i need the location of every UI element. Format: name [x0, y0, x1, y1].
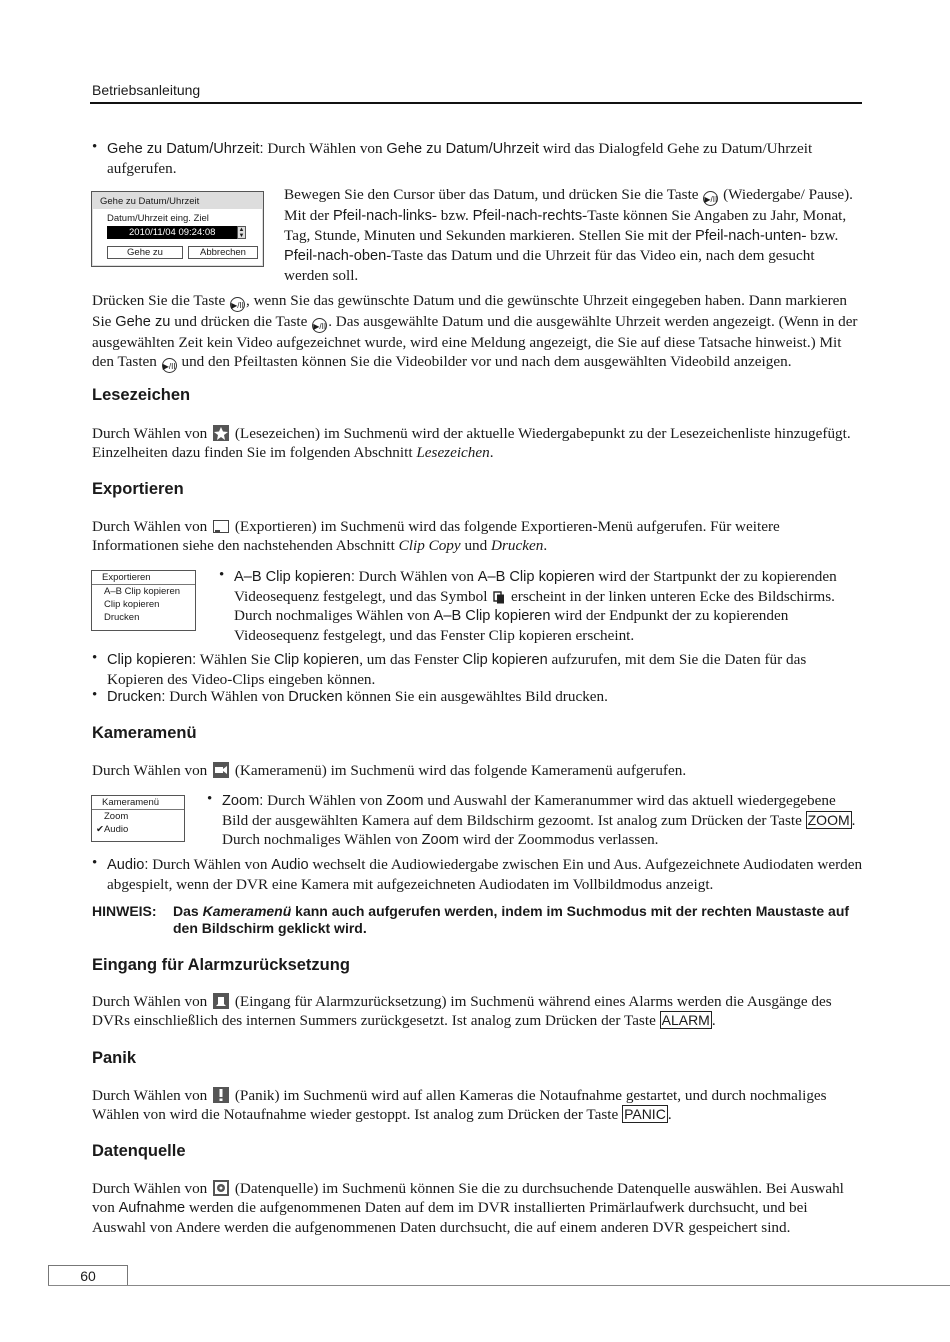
running-header: Betriebsanleitung: [92, 82, 201, 98]
panik-para: [92, 1086, 862, 1124]
gehe-label-2: Gehe zu Datum/Uhrzeit: [386, 141, 539, 157]
ex-c: .: [543, 537, 548, 554]
zoom-kw2: Zoom: [421, 832, 459, 848]
menu-item-audio[interactable]: ✔Audio: [96, 824, 129, 835]
heading-lesezeichen: Lesezeichen: [92, 386, 191, 404]
clip-copy-icon: [493, 591, 505, 604]
gehe-intro: [107, 139, 863, 178]
drucken-para: [107, 687, 863, 707]
pa-c: .: [667, 1106, 672, 1123]
camera-menu-title: Kameramenü: [92, 796, 184, 810]
ab-a: Durch Wählen von: [358, 568, 474, 585]
menu-item-drucken[interactable]: Drucken: [104, 612, 140, 623]
alarm-para: [92, 992, 862, 1030]
cc-kw: Clip kopieren: [274, 652, 360, 668]
kw-up-arrow: Pfeil-nach-oben: [284, 248, 387, 264]
note-b: kann auch aufgerufen werden, indem im Suchmodus mit der rechten Maustaste auf den Bildschirm geklickt wird.: [173, 903, 850, 936]
spinner-icon[interactable]: ▲ ▼: [238, 227, 245, 239]
export-menu-title: Exportieren: [92, 571, 195, 585]
km-a: Durch Wählen von: [92, 762, 208, 779]
p2-e: und den Pfeiltasten können Sie die Videobilder vor und nach dem ausgewählten Videobild anzeigen.: [181, 353, 792, 370]
dialog-body: [93, 209, 262, 265]
dr-label: Drucken:: [107, 689, 166, 705]
play-pause-key-icon: ▶/II: [162, 358, 177, 373]
gehe-label: Gehe zu Datum/Uhrzeit:: [107, 141, 264, 157]
ab-label: A–B Clip kopieren:: [234, 569, 355, 585]
panic-key: PANIC: [624, 1106, 666, 1122]
play-pause-key-icon: ▶/II: [703, 191, 718, 206]
gehe-para-e: - bzw.: [801, 227, 839, 244]
bookmark-icon: [213, 425, 229, 441]
p2-kw-gehe-zu: Gehe zu: [115, 314, 171, 330]
kamera-para: [92, 761, 862, 780]
bullet-dot: •: [219, 567, 225, 583]
export-menu: [91, 570, 196, 631]
pa-a: Durch Wählen von: [92, 1087, 208, 1104]
datenquelle-para: [92, 1179, 862, 1237]
cancel-button[interactable]: Abbrechen: [188, 246, 258, 259]
gehe-para-2: [92, 291, 862, 373]
ab-c: erscheint in der linken unteren Ecke des Bildschirms. Durch nochmaliges Wählen von: [234, 588, 835, 624]
dq-c: werden die aufgenommenen Daten auf dem im DVR installierten Primärlaufwerk durchsucht, und bei Auswahl von Andere werden die aufgenommenen Daten durchsucht, die auf einem anderen DVR gespeichert sind.: [92, 1199, 808, 1236]
menu-item-ab-clip[interactable]: A–B Clip kopieren: [104, 586, 181, 597]
heading-alarm: Eingang für Alarmzurücksetzung: [92, 956, 350, 974]
menu-item-clip-kopieren[interactable]: Clip kopieren: [104, 599, 160, 610]
zoom-para: [222, 791, 863, 850]
gehe-para-b: (Wiedergabe/ Pause). Mit der: [284, 186, 853, 224]
bullet-dot: •: [92, 650, 98, 666]
header-rule: [90, 102, 862, 104]
goto-date-dialog: [91, 191, 264, 267]
al-a: Durch Wählen von: [92, 993, 208, 1010]
dq-kw: Aufnahme: [118, 1200, 186, 1216]
audio-label: Audio:: [107, 857, 149, 873]
ex-und: und: [464, 537, 488, 554]
play-pause-key-icon: ▶/II: [312, 318, 327, 333]
p2-b: , wenn Sie das gewünschte Datum und die gewünschte Uhrzeit eingegeben haben. Dann markieren Sie: [92, 292, 847, 330]
gehe-para-f: -Taste das Datum und die Uhrzeit für das Video ein, nach dem gesucht werden soll.: [284, 247, 815, 284]
clip-kopieren-para: [107, 650, 863, 689]
ex-a: Durch Wählen von: [92, 518, 208, 535]
page-number: 60: [48, 1265, 128, 1286]
lz-ref: Lesezeichen: [416, 444, 490, 461]
kw-down-arrow: Pfeil-nach-unten: [695, 228, 802, 244]
bullet-dot: •: [92, 855, 98, 871]
zoom-kw: Zoom: [386, 793, 424, 809]
heading-panik: Panik: [92, 1049, 137, 1067]
gehe-text-2: wird das Dialogfeld Gehe zu Datum/Uhrzeit aufgerufen.: [107, 140, 813, 177]
note-label: HINWEIS:: [92, 903, 157, 919]
play-pause-key-icon: ▶/II: [230, 297, 245, 312]
camera-menu-icon: [213, 762, 229, 778]
cc-label: Clip kopieren:: [107, 652, 197, 668]
kw-right-arrow: Pfeil-nach-rechts: [472, 208, 583, 224]
p2-c: und drücken die Taste: [174, 313, 308, 330]
zoom-d: wird der Zoommodus verlassen.: [462, 831, 659, 848]
panic-icon: [213, 1087, 229, 1103]
data-source-icon: [213, 1180, 229, 1196]
dr-a: Durch Wählen von: [169, 688, 285, 705]
audio-b: wechselt die Audiowiedergabe zwischen Ein und Aus. Aufgezeichnete Audiodaten werden abgespielt, wenn der DVR eine Kamera mit aufgezeichneten Audiodaten im Vollbildmodus anzeigt.: [107, 856, 863, 893]
lesezeichen-para: [92, 424, 862, 462]
al-b: (Eingang für Alarmzurücksetzung) im Suchmenü während eines Alarms werden die Ausgänge des DVRs einschließlich des internen Summers zurückgesetzt. Ist analog zum Drücken der Taste: [92, 993, 832, 1029]
bullet-dot: •: [92, 139, 98, 155]
goto-button[interactable]: Gehe zu: [107, 246, 183, 259]
dialog-field-label: Datum/Uhrzeit eing. Ziel: [107, 213, 209, 224]
lz-c: .: [489, 444, 494, 461]
dialog-title: Gehe zu Datum/Uhrzeit: [100, 196, 200, 207]
p2-d: . Das ausgewählte Datum und die ausgewählte Uhrzeit werden angezeigt. (Wenn in der ausgewählten Zeit kein Video aufgezeichnet wurde, wird eine Meldung angezeigt, die Sie auf diese Tatsache hinweist.) Mit den Tasten: [92, 313, 858, 370]
gehe-para-a: Bewegen Sie den Cursor über das Datum, und drücken Sie die Taste: [284, 186, 699, 203]
alarm-reset-icon: [213, 993, 229, 1009]
exportieren-para: [92, 517, 862, 555]
heading-kameramenu: Kameramenü: [92, 724, 197, 742]
zoom-b: und Auswahl der Kameranummer wird das aktuell wiedergegebene Bild der ausgewählten Kamera auf dem Bildschirm gezoomt. Ist analog zum Drücken der Taste: [222, 792, 836, 829]
export-icon: [213, 518, 229, 534]
audio-a: Durch Wählen von: [152, 856, 268, 873]
ex-b: (Exportieren) im Suchmenü wird das folgende Exportieren-Menü aufgerufen. Für weitere Informationen siehe den nachstehenden Abschnitt: [92, 518, 780, 554]
zoom-label: Zoom:: [222, 793, 264, 809]
bullet-dot: •: [92, 687, 98, 703]
kw-left-arrow: Pfeil-nach-links: [332, 208, 432, 224]
dialog-datetime-field[interactable]: 2010/11/04 09:24:08: [107, 226, 245, 239]
ab-clip-para: [234, 567, 862, 645]
gehe-para: [284, 185, 862, 285]
audio-para: [107, 855, 863, 894]
heading-exportieren: Exportieren: [92, 480, 184, 498]
ab-b: wird der Startpunkt der zu kopierenden Videosequenz festgelegt, und das Symbol: [234, 568, 837, 605]
dr-kw: Drucken: [288, 689, 343, 705]
alarm-key: ALARM: [661, 1012, 710, 1028]
note-a: Das: [173, 903, 199, 919]
ab-kw2: A–B Clip kopieren: [433, 608, 551, 624]
p2-a: Drücken Sie die Taste: [92, 292, 226, 309]
ex-ref2: Drucken: [491, 537, 544, 554]
cc-a: Wählen Sie: [199, 651, 271, 668]
footer-rule: [48, 1285, 950, 1286]
bullet-dot: •: [207, 791, 213, 807]
zoom-a: Durch Wählen von: [267, 792, 383, 809]
menu-item-zoom[interactable]: Zoom: [104, 811, 129, 822]
cc-c: aufzurufen, mit dem Sie die Daten für das Kopieren des Video-Clips eingeben können.: [107, 651, 807, 688]
ex-ref1: Clip Copy: [398, 537, 461, 554]
gehe-text-1: Durch Wählen von: [263, 140, 387, 157]
dq-a: Durch Wählen von: [92, 1180, 208, 1197]
cc-b: , um das Fenster: [359, 651, 459, 668]
pa-b: (Panik) im Suchmenü wird auf allen Kameras die Notaufnahme gestartet, und durch nochmaliges Wählen von wird die Notaufnahme wieder gestoppt. Ist analog zum Drücken der Taste: [92, 1087, 827, 1123]
ab-kw: A–B Clip kopieren: [477, 569, 595, 585]
gehe-para-d: -Taste können Sie Angaben zu Jahr, Monat, Tag, Stunde, Minuten und Sekunden markieren. Stellen Sie mit der: [284, 207, 847, 244]
note-text: [173, 903, 863, 937]
dq-b: (Datenquelle) im Suchmenü können Sie die zu durchsuchende Datenquelle auswählen. Bei Auswahl von: [92, 1180, 844, 1216]
al-c: .: [711, 1012, 716, 1029]
lz-b: (Lesezeichen) im Suchmenü wird der aktuelle Wiedergabepunkt zu der Lesezeichenliste hinzugefügt. Einzelheiten dazu finden Sie im folgenden Abschnitt: [92, 425, 851, 461]
lz-a: Durch Wählen von: [92, 425, 208, 442]
audio-kw: Audio: [271, 857, 309, 873]
km-b: (Kameramenü) im Suchmenü wird das folgende Kameramenü aufgerufen.: [234, 762, 687, 779]
gehe-para-c: - bzw.: [431, 207, 469, 224]
heading-datenquelle: Datenquelle: [92, 1142, 186, 1160]
camera-menu: [91, 795, 185, 842]
zoom-c: . Durch nochmaliges Wählen von: [222, 812, 856, 848]
zoom-key: ZOOM: [807, 812, 850, 828]
ab-d: wird der Endpunkt der zu kopierenden Videosequenz festgelegt, und das Fenster Clip kopieren erscheint.: [234, 607, 789, 644]
note-kw: Kameramenü: [202, 903, 292, 919]
cc-kw2: Clip kopieren: [462, 652, 548, 668]
dr-b: können Sie ein ausgewähltes Bild drucken.: [346, 688, 608, 705]
